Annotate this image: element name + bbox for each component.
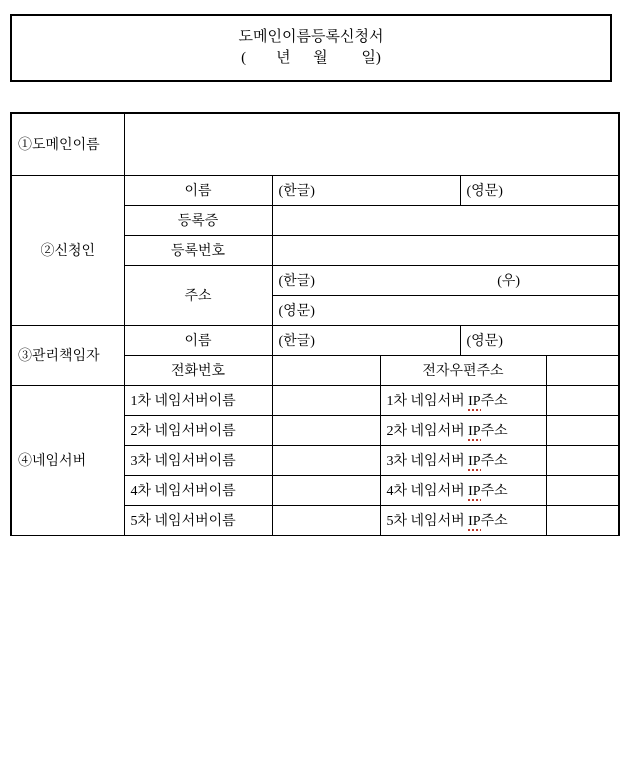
- nameserver-3-ip-prefix: 3차 네임서버: [386, 454, 469, 469]
- nameserver-4-ip-suffix: 주소: [480, 484, 508, 499]
- nameserver-1-ip-suffix: 주소: [480, 394, 508, 409]
- field-applicant-name-korean[interactable]: (한글): [272, 175, 460, 205]
- field-manager-name-english[interactable]: (영문): [460, 325, 619, 355]
- applicant-address-zip-marker: (우): [497, 274, 521, 289]
- field-nameserver-2-name[interactable]: [272, 415, 380, 445]
- field-applicant-address-korean[interactable]: [272, 265, 619, 295]
- table-row-nameserver-1: [11, 385, 619, 415]
- label-nameserver-section: ④네임서버: [11, 385, 124, 535]
- label-applicant-address: 주소: [124, 265, 272, 325]
- page-title: 도메인이름등록신청서: [238, 29, 384, 45]
- field-manager-email[interactable]: [546, 355, 619, 385]
- label-manager-section: ③관리책임자: [11, 325, 124, 385]
- nameserver-2-ip-prefix: 2차 네임서버: [386, 424, 469, 439]
- label-applicant-name: 이름: [124, 175, 272, 205]
- document-title-box: [10, 14, 612, 82]
- table-row-manager-name: [11, 325, 619, 355]
- registration-form-table: [10, 112, 620, 536]
- label-domain-name: ①도메인이름: [11, 113, 124, 175]
- label-nameserver-5-name: 5차 네임서버이름: [124, 505, 272, 535]
- nameserver-3-ip-suffix: 주소: [480, 454, 508, 469]
- field-applicant-address-english[interactable]: (영문): [272, 295, 619, 325]
- nameserver-4-ip-token: IP: [468, 484, 481, 499]
- field-nameserver-1-name[interactable]: [272, 385, 380, 415]
- field-applicant-name-english[interactable]: (영문): [460, 175, 619, 205]
- field-nameserver-5-name[interactable]: [272, 505, 380, 535]
- nameserver-1-ip-token: IP: [468, 394, 481, 409]
- field-manager-name-korean[interactable]: (한글): [272, 325, 460, 355]
- label-nameserver-4-ip: [380, 475, 546, 505]
- label-applicant-regno: 등록번호: [124, 235, 272, 265]
- label-applicant-cert: 등록증: [124, 205, 272, 235]
- label-manager-name: 이름: [124, 325, 272, 355]
- label-nameserver-1-name: 1차 네임서버이름: [124, 385, 272, 415]
- field-nameserver-4-ip[interactable]: [546, 475, 619, 505]
- table-row-applicant-name: [11, 175, 619, 205]
- label-applicant-section: ②신청인: [11, 175, 124, 325]
- nameserver-1-ip-prefix: 1차 네임서버: [386, 394, 469, 409]
- table-row-domain-name: [11, 113, 619, 175]
- nameserver-2-ip-token: IP: [468, 424, 481, 439]
- label-nameserver-5-ip: [380, 505, 546, 535]
- field-nameserver-3-name[interactable]: [272, 445, 380, 475]
- label-nameserver-2-ip: [380, 415, 546, 445]
- applicant-address-korean-text: (한글): [278, 274, 315, 289]
- label-nameserver-3-ip: [380, 445, 546, 475]
- nameserver-5-ip-prefix: 5차 네임서버: [386, 514, 469, 529]
- field-domain-name[interactable]: [124, 113, 619, 175]
- field-manager-phone[interactable]: [272, 355, 380, 385]
- label-nameserver-1-ip: [380, 385, 546, 415]
- field-applicant-regno[interactable]: [272, 235, 619, 265]
- nameserver-5-ip-suffix: 주소: [480, 514, 508, 529]
- label-manager-phone: 전화번호: [124, 355, 272, 385]
- page-date-line: ( 년 월 일): [241, 50, 381, 66]
- label-manager-email: 전자우편주소: [380, 355, 546, 385]
- nameserver-3-ip-token: IP: [468, 454, 481, 469]
- label-nameserver-3-name: 3차 네임서버이름: [124, 445, 272, 475]
- field-nameserver-1-ip[interactable]: [546, 385, 619, 415]
- label-nameserver-2-name: 2차 네임서버이름: [124, 415, 272, 445]
- nameserver-2-ip-suffix: 주소: [480, 424, 508, 439]
- field-nameserver-5-ip[interactable]: [546, 505, 619, 535]
- field-nameserver-2-ip[interactable]: [546, 415, 619, 445]
- field-nameserver-3-ip[interactable]: [546, 445, 619, 475]
- field-nameserver-4-name[interactable]: [272, 475, 380, 505]
- label-nameserver-4-name: 4차 네임서버이름: [124, 475, 272, 505]
- field-applicant-cert[interactable]: [272, 205, 619, 235]
- nameserver-5-ip-token: IP: [468, 514, 481, 529]
- nameserver-4-ip-prefix: 4차 네임서버: [386, 484, 469, 499]
